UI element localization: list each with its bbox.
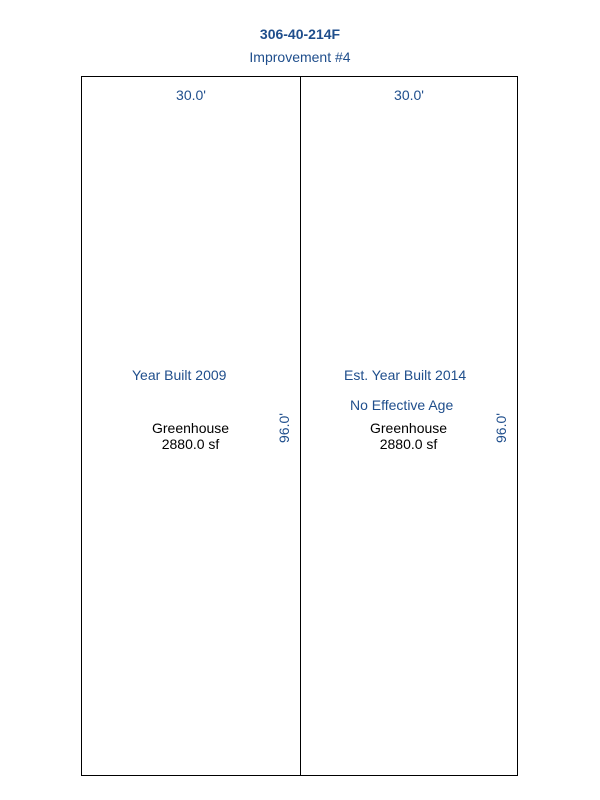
improvement-subtitle: Improvement #4 [249,49,351,65]
parcel-id-title: 306-40-214F [259,26,341,42]
section-type-block [370,420,447,452]
sketch-section-left [82,77,301,775]
top-dimension-label: 30.0' [394,87,424,103]
section-area-label: 2880.0 sf [161,436,220,452]
side-dimension-label: 96.0' [276,413,292,443]
sketch-section-right [301,77,517,775]
year-built-label: Est. Year Built 2014 [344,367,467,383]
side-dimension-label: 96.0' [493,413,509,443]
section-type-label: Greenhouse [152,420,230,436]
section-area-label: 2880.0 sf [379,436,438,452]
section-type-block [152,420,229,452]
section-type-label: Greenhouse [370,420,448,436]
year-built-label: Year Built 2009 [132,367,227,383]
building-sketch [81,76,518,776]
effective-age-label: No Effective Age [350,397,454,413]
top-dimension-label: 30.0' [176,87,206,103]
